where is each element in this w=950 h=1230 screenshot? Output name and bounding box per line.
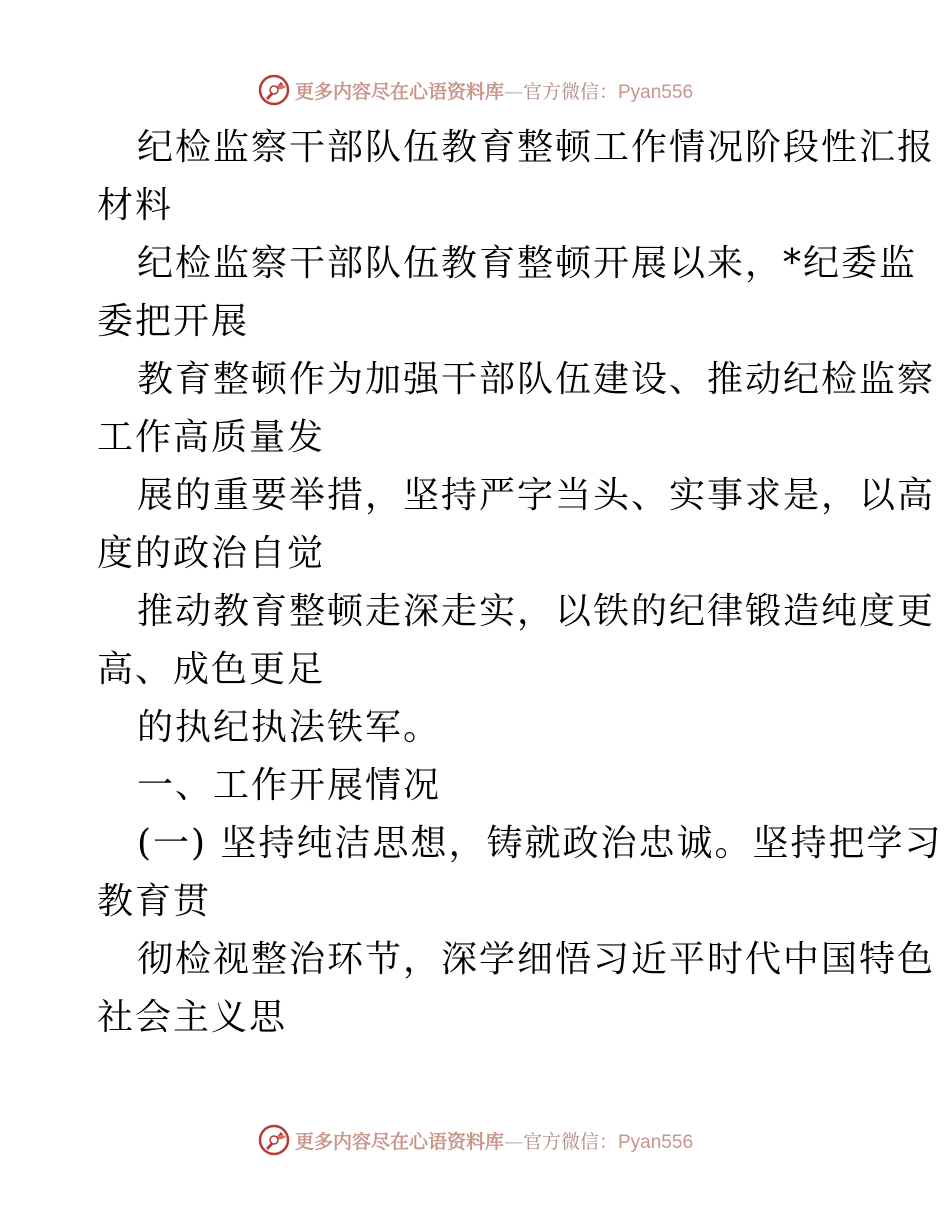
banner-title: 更多内容尽在心语资料库 [294,80,504,103]
paragraph-line: 高、成色更足 [97,649,326,690]
paragraph-line: 委把开展 [97,301,250,342]
banner-dash: — [503,1130,523,1153]
paragraph-line: 教育整顿作为加强干部队伍建设、推动纪检监察 [137,359,936,400]
paragraph-line: 教育贯 [97,881,212,922]
title-line-2: 材料 [97,185,174,226]
paragraph-line: 展的重要举措，坚持严字当头、实事求是，以高 [137,475,936,516]
paragraph-line: 的执纪执法铁军。 [137,707,442,748]
title-line-1: 纪检监察干部队伍教育整顿工作情况阶段性汇报 [137,127,936,168]
paragraph-line: 度的政治自觉 [97,533,326,574]
banner-dash: — [503,80,523,103]
banner-account: Pyan556 [618,81,694,103]
banner-wechat-label: 官方微信： [522,1130,618,1153]
banner-title: 更多内容尽在心语资料库 [294,1130,504,1153]
feather-pen-icon [257,1123,291,1157]
paragraph-line: 推动教育整顿走深走实，以铁的纪律锻造纯度更 [137,591,936,632]
paragraph-line: 彻检视整治环节，深学细悟习近平时代中国特色 [137,939,936,980]
footer-watermark-banner [0,1120,950,1160]
banner-text [295,77,693,104]
paragraph-line: 工作高质量发 [97,417,326,458]
section-heading: 一、工作开展情况 [137,765,442,806]
feather-pen-icon [257,73,291,107]
banner-account: Pyan556 [618,1131,694,1153]
document-body [97,119,943,1047]
banner-wechat-label: 官方微信： [522,80,618,103]
header-watermark-banner [0,70,950,110]
banner-text [295,1127,693,1154]
paragraph-line: 社会主义思 [97,997,288,1038]
subsection-line: (一) 坚持纯洁思想，铸就政治忠诚。坚持把学习 [137,823,943,864]
paragraph-line: 纪检监察干部队伍教育整顿开展以来，*纪委监 [137,243,918,284]
